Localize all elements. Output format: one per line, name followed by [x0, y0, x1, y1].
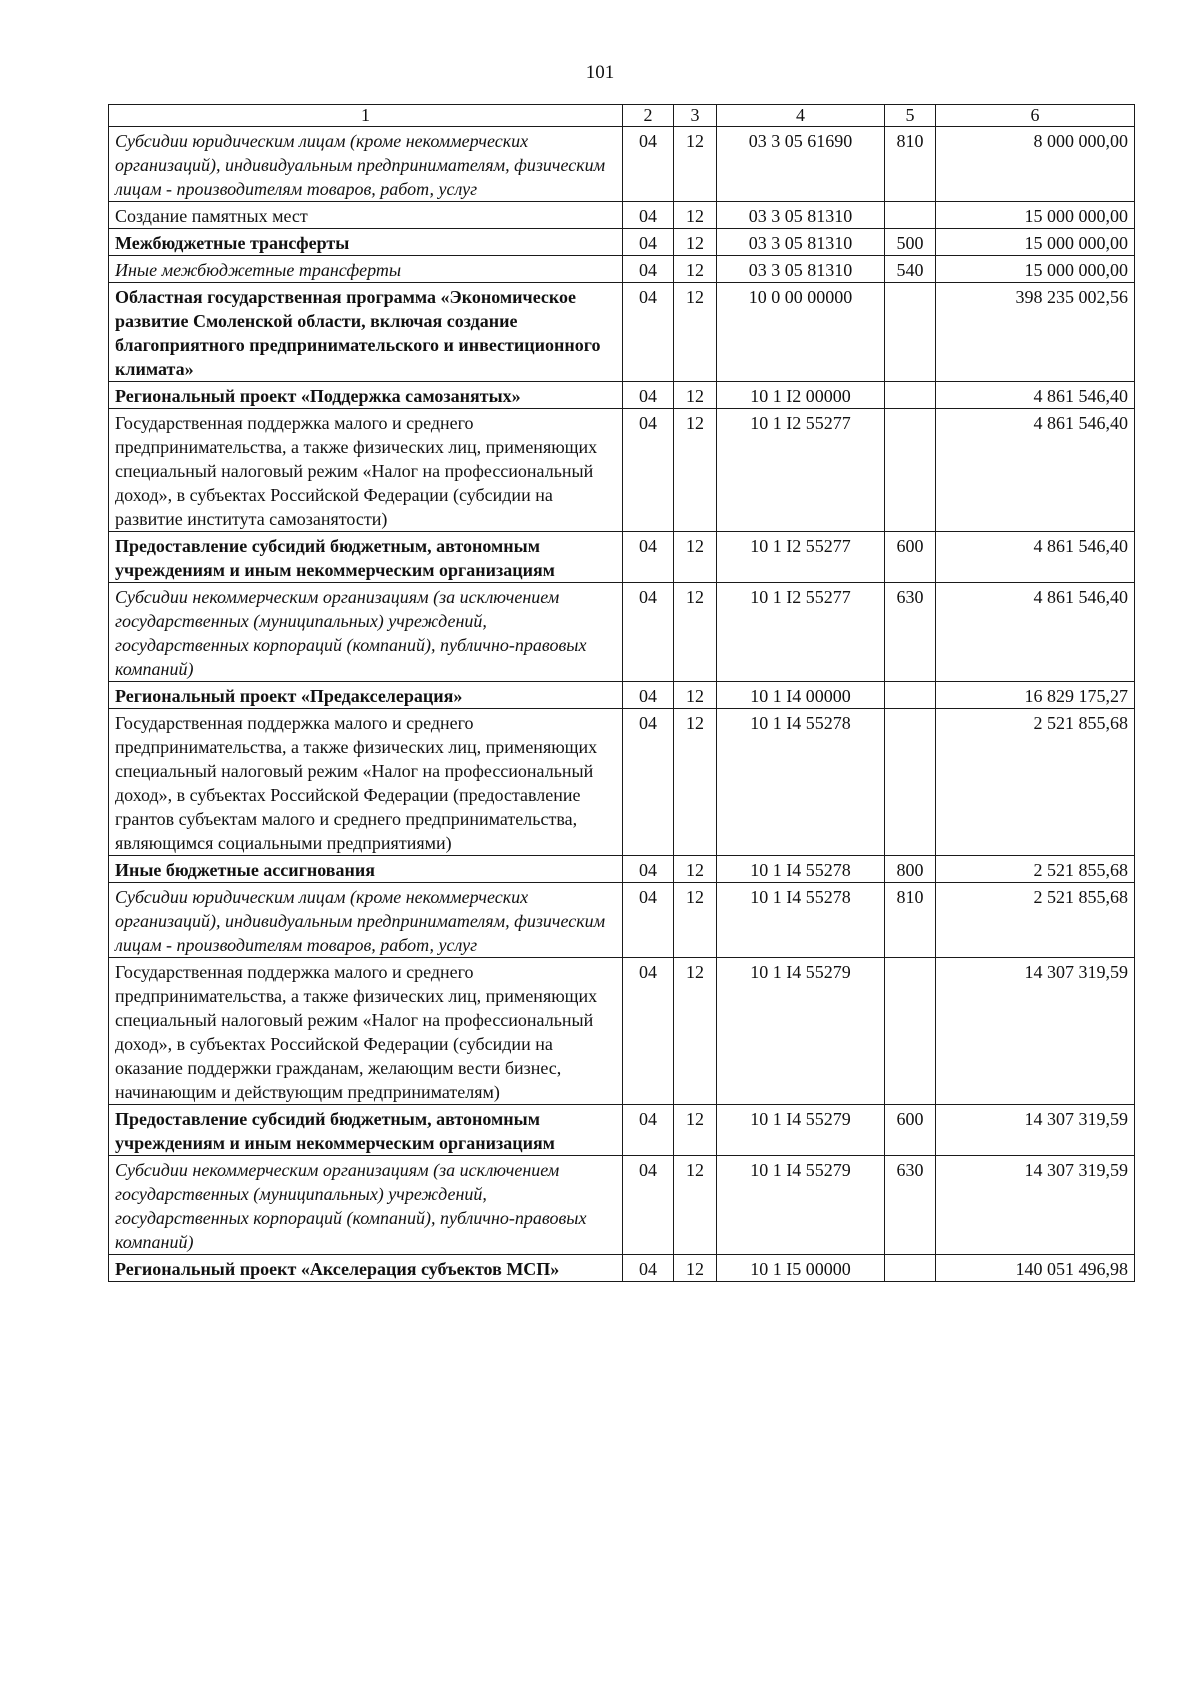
row-description: Иные межбюджетные трансферты — [109, 256, 623, 283]
header-cell-2: 2 — [623, 105, 674, 127]
row-target-article: 10 1 I4 00000 — [717, 682, 885, 709]
row-amount: 4 861 546,40 — [936, 382, 1135, 409]
row-description: Субсидии юридическим лицам (кроме некоммерческих организаций), индивидуальным предпринимателям, физическим лицам - производителям товаров, работ, услуг — [109, 883, 623, 958]
table-row — [109, 682, 1135, 709]
row-expense-type — [885, 202, 936, 229]
row-subsection-code: 12 — [674, 229, 717, 256]
row-section-code: 04 — [623, 256, 674, 283]
row-target-article: 03 3 05 81310 — [717, 202, 885, 229]
budget-table — [108, 104, 1135, 1282]
table-row — [109, 409, 1135, 532]
row-subsection-code: 12 — [674, 256, 717, 283]
row-description: Областная государственная программа «Экономическое развитие Смоленской области, включая создание благоприятного предпринимательского и инвестиционного климата» — [109, 283, 623, 382]
row-expense-type — [885, 283, 936, 382]
table-row — [109, 256, 1135, 283]
header-cell-3: 3 — [674, 105, 717, 127]
row-section-code: 04 — [623, 532, 674, 583]
row-expense-type: 600 — [885, 532, 936, 583]
row-section-code: 04 — [623, 583, 674, 682]
table-row — [109, 1156, 1135, 1255]
row-amount: 4 861 546,40 — [936, 583, 1135, 682]
row-section-code: 04 — [623, 283, 674, 382]
row-subsection-code: 12 — [674, 532, 717, 583]
row-section-code: 04 — [623, 1255, 674, 1282]
row-expense-type: 630 — [885, 1156, 936, 1255]
row-subsection-code: 12 — [674, 382, 717, 409]
header-cell-5: 5 — [885, 105, 936, 127]
row-description: Государственная поддержка малого и среднего предпринимательства, а также физических лиц, применяющих специальный налоговый режим «Налог на профессиональный доход», в субъектах Российской Федерации (субсидии на развитие института самозанятости) — [109, 409, 623, 532]
row-subsection-code: 12 — [674, 127, 717, 202]
row-amount: 14 307 319,59 — [936, 1156, 1135, 1255]
header-cell-1: 1 — [109, 105, 623, 127]
row-description: Региональный проект «Акселерация субъектов МСП» — [109, 1255, 623, 1282]
row-description: Субсидии юридическим лицам (кроме некоммерческих организаций), индивидуальным предпринимателям, физическим лицам - производителям товаров, работ, услуг — [109, 127, 623, 202]
row-expense-type — [885, 682, 936, 709]
row-section-code: 04 — [623, 229, 674, 256]
row-amount: 2 521 855,68 — [936, 709, 1135, 856]
row-subsection-code: 12 — [674, 856, 717, 883]
row-description: Региональный проект «Предакселерация» — [109, 682, 623, 709]
table-row — [109, 583, 1135, 682]
header-row — [109, 105, 1135, 127]
row-expense-type: 810 — [885, 127, 936, 202]
row-expense-type: 600 — [885, 1105, 936, 1156]
row-amount: 15 000 000,00 — [936, 202, 1135, 229]
row-target-article: 10 1 I4 55278 — [717, 709, 885, 856]
row-subsection-code: 12 — [674, 1105, 717, 1156]
row-expense-type — [885, 409, 936, 532]
table-row — [109, 883, 1135, 958]
row-expense-type — [885, 382, 936, 409]
row-expense-type — [885, 958, 936, 1105]
row-description: Субсидии некоммерческим организациям (за исключением государственных (муниципальных) учреждений, государственных корпораций (компаний), публично-правовых компаний) — [109, 583, 623, 682]
row-section-code: 04 — [623, 856, 674, 883]
row-target-article: 03 3 05 81310 — [717, 229, 885, 256]
table-row — [109, 1255, 1135, 1282]
row-section-code: 04 — [623, 202, 674, 229]
row-amount: 4 861 546,40 — [936, 409, 1135, 532]
row-section-code: 04 — [623, 709, 674, 856]
row-subsection-code: 12 — [674, 202, 717, 229]
row-subsection-code: 12 — [674, 283, 717, 382]
header-cell-6: 6 — [936, 105, 1135, 127]
row-amount: 2 521 855,68 — [936, 856, 1135, 883]
row-subsection-code: 12 — [674, 883, 717, 958]
row-expense-type: 810 — [885, 883, 936, 958]
table-row — [109, 202, 1135, 229]
row-target-article: 10 1 I4 55278 — [717, 883, 885, 958]
table-row — [109, 283, 1135, 382]
row-expense-type — [885, 1255, 936, 1282]
page-number: 101 — [585, 62, 615, 83]
row-subsection-code: 12 — [674, 709, 717, 856]
row-section-code: 04 — [623, 409, 674, 532]
row-subsection-code: 12 — [674, 958, 717, 1105]
row-target-article: 10 1 I2 00000 — [717, 382, 885, 409]
row-amount: 15 000 000,00 — [936, 229, 1135, 256]
row-target-article: 03 3 05 81310 — [717, 256, 885, 283]
row-target-article: 10 1 I4 55279 — [717, 958, 885, 1105]
row-amount: 16 829 175,27 — [936, 682, 1135, 709]
row-amount: 14 307 319,59 — [936, 958, 1135, 1105]
table-row — [109, 958, 1135, 1105]
row-description: Региональный проект «Поддержка самозанятых» — [109, 382, 623, 409]
row-target-article: 10 1 I2 55277 — [717, 409, 885, 532]
row-expense-type: 540 — [885, 256, 936, 283]
row-target-article: 10 1 I2 55277 — [717, 583, 885, 682]
row-target-article: 10 1 I4 55279 — [717, 1105, 885, 1156]
row-target-article: 10 1 I4 55278 — [717, 856, 885, 883]
row-description: Субсидии некоммерческим организациям (за исключением государственных (муниципальных) учреждений, государственных корпораций (компаний), публично-правовых компаний) — [109, 1156, 623, 1255]
row-description: Иные бюджетные ассигнования — [109, 856, 623, 883]
row-section-code: 04 — [623, 958, 674, 1105]
row-expense-type: 500 — [885, 229, 936, 256]
row-amount: 8 000 000,00 — [936, 127, 1135, 202]
row-expense-type: 800 — [885, 856, 936, 883]
row-amount: 398 235 002,56 — [936, 283, 1135, 382]
row-section-code: 04 — [623, 382, 674, 409]
row-section-code: 04 — [623, 1105, 674, 1156]
row-target-article: 10 1 I2 55277 — [717, 532, 885, 583]
row-expense-type — [885, 709, 936, 856]
row-description: Предоставление субсидий бюджетным, автономным учреждениям и иным некоммерческим организациям — [109, 532, 623, 583]
table-row — [109, 229, 1135, 256]
row-subsection-code: 12 — [674, 409, 717, 532]
row-amount: 4 861 546,40 — [936, 532, 1135, 583]
header-cell-4: 4 — [717, 105, 885, 127]
row-description: Создание памятных мест — [109, 202, 623, 229]
row-subsection-code: 12 — [674, 1255, 717, 1282]
row-target-article: 10 1 I5 00000 — [717, 1255, 885, 1282]
row-expense-type: 630 — [885, 583, 936, 682]
table-row — [109, 709, 1135, 856]
row-section-code: 04 — [623, 127, 674, 202]
row-description: Предоставление субсидий бюджетным, автономным учреждениям и иным некоммерческим организациям — [109, 1105, 623, 1156]
row-description: Межбюджетные трансферты — [109, 229, 623, 256]
row-section-code: 04 — [623, 1156, 674, 1255]
row-section-code: 04 — [623, 682, 674, 709]
table-row — [109, 1105, 1135, 1156]
row-subsection-code: 12 — [674, 1156, 717, 1255]
row-amount: 2 521 855,68 — [936, 883, 1135, 958]
table-row — [109, 382, 1135, 409]
row-target-article: 03 3 05 61690 — [717, 127, 885, 202]
table-row — [109, 532, 1135, 583]
row-amount: 15 000 000,00 — [936, 256, 1135, 283]
row-amount: 14 307 319,59 — [936, 1105, 1135, 1156]
row-description: Государственная поддержка малого и среднего предпринимательства, а также физических лиц, применяющих специальный налоговый режим «Налог на профессиональный доход», в субъектах Российской Федерации (предоставление грантов субъектам малого и среднего предпринимательства, являющимся социальными предприятиями) — [109, 709, 623, 856]
table-row — [109, 856, 1135, 883]
row-target-article: 10 0 00 00000 — [717, 283, 885, 382]
row-target-article: 10 1 I4 55279 — [717, 1156, 885, 1255]
row-description: Государственная поддержка малого и среднего предпринимательства, а также физических лиц, применяющих специальный налоговый режим «Налог на профессиональный доход», в субъектах Российской Федерации (субсидии на оказание поддержки гражданам, желающим вести бизнес, начинающим и действующим предпринимателям) — [109, 958, 623, 1105]
table-row — [109, 127, 1135, 202]
row-amount: 140 051 496,98 — [936, 1255, 1135, 1282]
row-section-code: 04 — [623, 883, 674, 958]
row-subsection-code: 12 — [674, 583, 717, 682]
row-subsection-code: 12 — [674, 682, 717, 709]
